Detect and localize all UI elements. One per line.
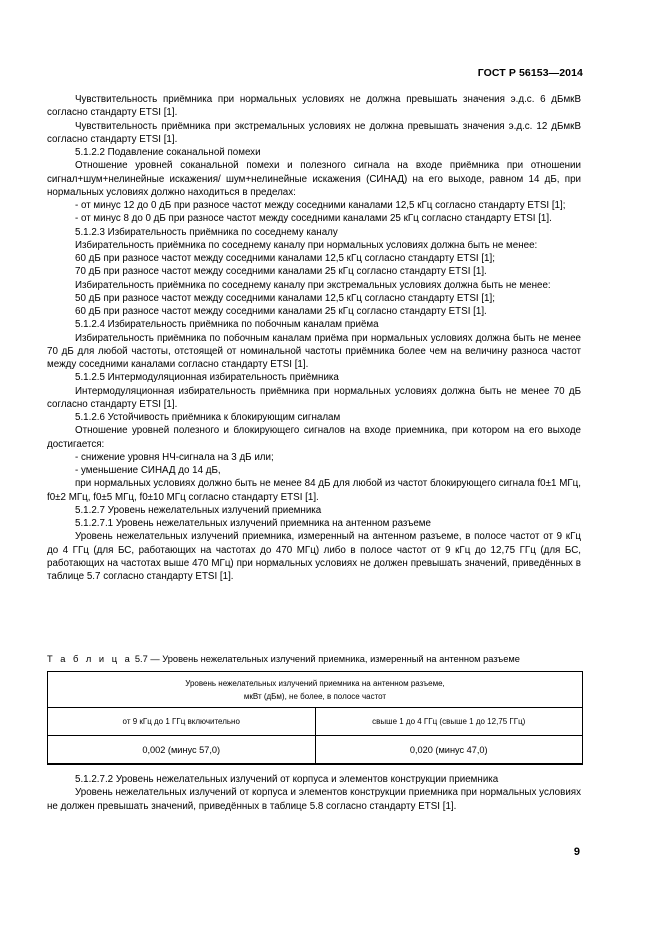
table-caption-text: 5.7 — Уровень нежелательных излучений приемника, измеренный на антенном разъеме xyxy=(132,654,520,664)
list-item: - уменьшение СИНАД до 14 дБ, xyxy=(75,465,221,476)
section-heading: 5.1.2.4 Избирательность приёмника по побочным каналам приёма xyxy=(75,319,379,331)
list-item: 60 дБ при разносе частот между соседними каналами 25 кГц согласно стандарту ETSI [1]. xyxy=(75,306,487,317)
paragraph: Избирательность приёмника по соседнему каналу при нормальных условиях должна быть не менее: xyxy=(75,239,538,251)
table-header-cell xyxy=(48,672,583,708)
paragraph: Уровень нежелательных излучений от корпуса и элементов конструкции приемника при нормальных условиях не должен превышать значений, приведённых в таблице 5.8 согласно стандарту ETSI [1]. xyxy=(47,787,581,812)
list-item: 70 дБ при разносе частот между соседними каналами 25 кГц согласно стандарту ETSI [1]. xyxy=(75,266,487,278)
list-item: 50 дБ при разносе частот между соседними каналами 12,5 кГц согласно стандарту ETSI [1]; xyxy=(75,292,495,304)
document-body xyxy=(47,93,581,583)
list-item: 60 дБ при разносе частот между соседними каналами 12,5 кГц согласно стандарту ETSI [1]; xyxy=(75,253,495,264)
section-heading: 5.1.2.7.2 Уровень нежелательных излучений от корпуса и элементов конструкции приемника xyxy=(75,774,499,785)
paragraph: Отношение уровней соканальной помехи и полезного сигнала на входе приёмника при отношении сигнал+шум+нелинейные искажения/ шум+нелинейные искажения (СИНАД) на его выходе, равном 14 дБ, при нормальных условиях должно находиться в пределах: xyxy=(47,160,581,198)
paragraph: Чувствительность приёмника при экстремальных условиях не должна превышать значения э.д.с. 12 дБмкВ согласно стандарту ETSI [1]. xyxy=(47,120,581,145)
paragraph: Отношение уровней полезного и блокирующего сигналов на входе приемника, при котором на его выходе достигается: xyxy=(47,425,581,450)
table-col-header: от 9 кГц до 1 ГГц включительно xyxy=(48,708,316,736)
table-col-header: свыше 1 до 4 ГГц (свыше 1 до 12,75 ГГц) xyxy=(315,708,583,736)
table-header-line1: Уровень нежелательных излучений приемника на антенном разъеме, xyxy=(185,678,445,688)
paragraph: Избирательность приёмника по соседнему каналу при экстремальных условиях должна быть не менее: xyxy=(75,279,551,291)
list-item: - от минус 8 до 0 дБ при разносе частот между соседними каналами 25 кГц согласно стандарту ETSI [1]. xyxy=(75,213,552,225)
table-caption xyxy=(47,654,520,664)
paragraph: Избирательность приёмника по побочным каналам приёма при нормальных условиях должна быть не менее 70 дБ для любой частоты, отстоящей от номинальной частоты приёмника более чем на величину разноса частот между соседними каналами согласно стандарту ETSI [1]. xyxy=(47,332,581,370)
document-header: ГОСТ Р 56153—2014 xyxy=(477,67,583,79)
paragraph: Чувствительность приёмника при нормальных условиях не должна превышать значения э.д.с. 6 дБмкВ согласно стандарту ETSI [1]. xyxy=(47,94,581,119)
section-heading: 5.1.2.2 Подавление соканальной помехи xyxy=(75,147,261,158)
section-heading: 5.1.2.3 Избирательность приёмника по соседнему каналу xyxy=(75,226,338,238)
table-header-line2: мкВт (дБм), не более, в полосе частот xyxy=(243,691,387,701)
list-item: - снижение уровня НЧ-сигнала на 3 дБ или; xyxy=(75,451,274,463)
paragraph: Интермодуляционная избирательность приёмника при нормальных условиях должна быть не менее 70 дБ согласно стандарту ETSI [1]. xyxy=(47,385,581,410)
paragraph: Уровень нежелательных излучений приемника, измеренный на антенном разъеме, в полосе частот от 9 кГц до 4 ГГц (для БС, работающих на частотах до 470 МГц) либо в полосе частот от 9 кГц до 12,75 ГГц (для БС, работающих на частотах выше 470 МГц) при нормальных условиях не должен превышать значений, приведённых в таблице 5.7 согласно стандарту ETSI [1]. xyxy=(47,531,581,582)
table-cell: 0,020 (минус 47,0) xyxy=(315,736,583,765)
paragraph: при нормальных условиях должно быть не менее 84 дБ для любой из частот блокирующего сигнала f0±1 МГц, f0±2 МГц, f0±5 МГц, f0±10 МГц согласно стандарту ETSI [1]. xyxy=(47,478,581,503)
section-heading: 5.1.2.7.1 Уровень нежелательных излучений приемника на антенном разъеме xyxy=(75,518,431,529)
table-5-7 xyxy=(47,671,583,765)
table-header-row xyxy=(48,672,583,708)
document-body-continued xyxy=(47,773,581,813)
page-number: 9 xyxy=(573,846,580,858)
table-cell: 0,002 (минус 57,0) xyxy=(48,736,316,765)
list-item: - от минус 12 до 0 дБ при разносе частот между соседними каналами 12,5 кГц согласно стандарту ETSI [1]; xyxy=(75,200,566,211)
table-caption-label: Т а б л и ц а xyxy=(47,654,133,664)
section-heading: 5.1.2.7 Уровень нежелательных излучений приемника xyxy=(75,504,322,516)
table-subheader-row xyxy=(48,708,583,736)
section-heading: 5.1.2.5 Интермодуляционная избирательность приёмника xyxy=(75,372,339,384)
table-row xyxy=(48,736,583,765)
section-heading: 5.1.2.6 Устойчивость приёмника к блокирующим сигналам xyxy=(75,412,341,423)
